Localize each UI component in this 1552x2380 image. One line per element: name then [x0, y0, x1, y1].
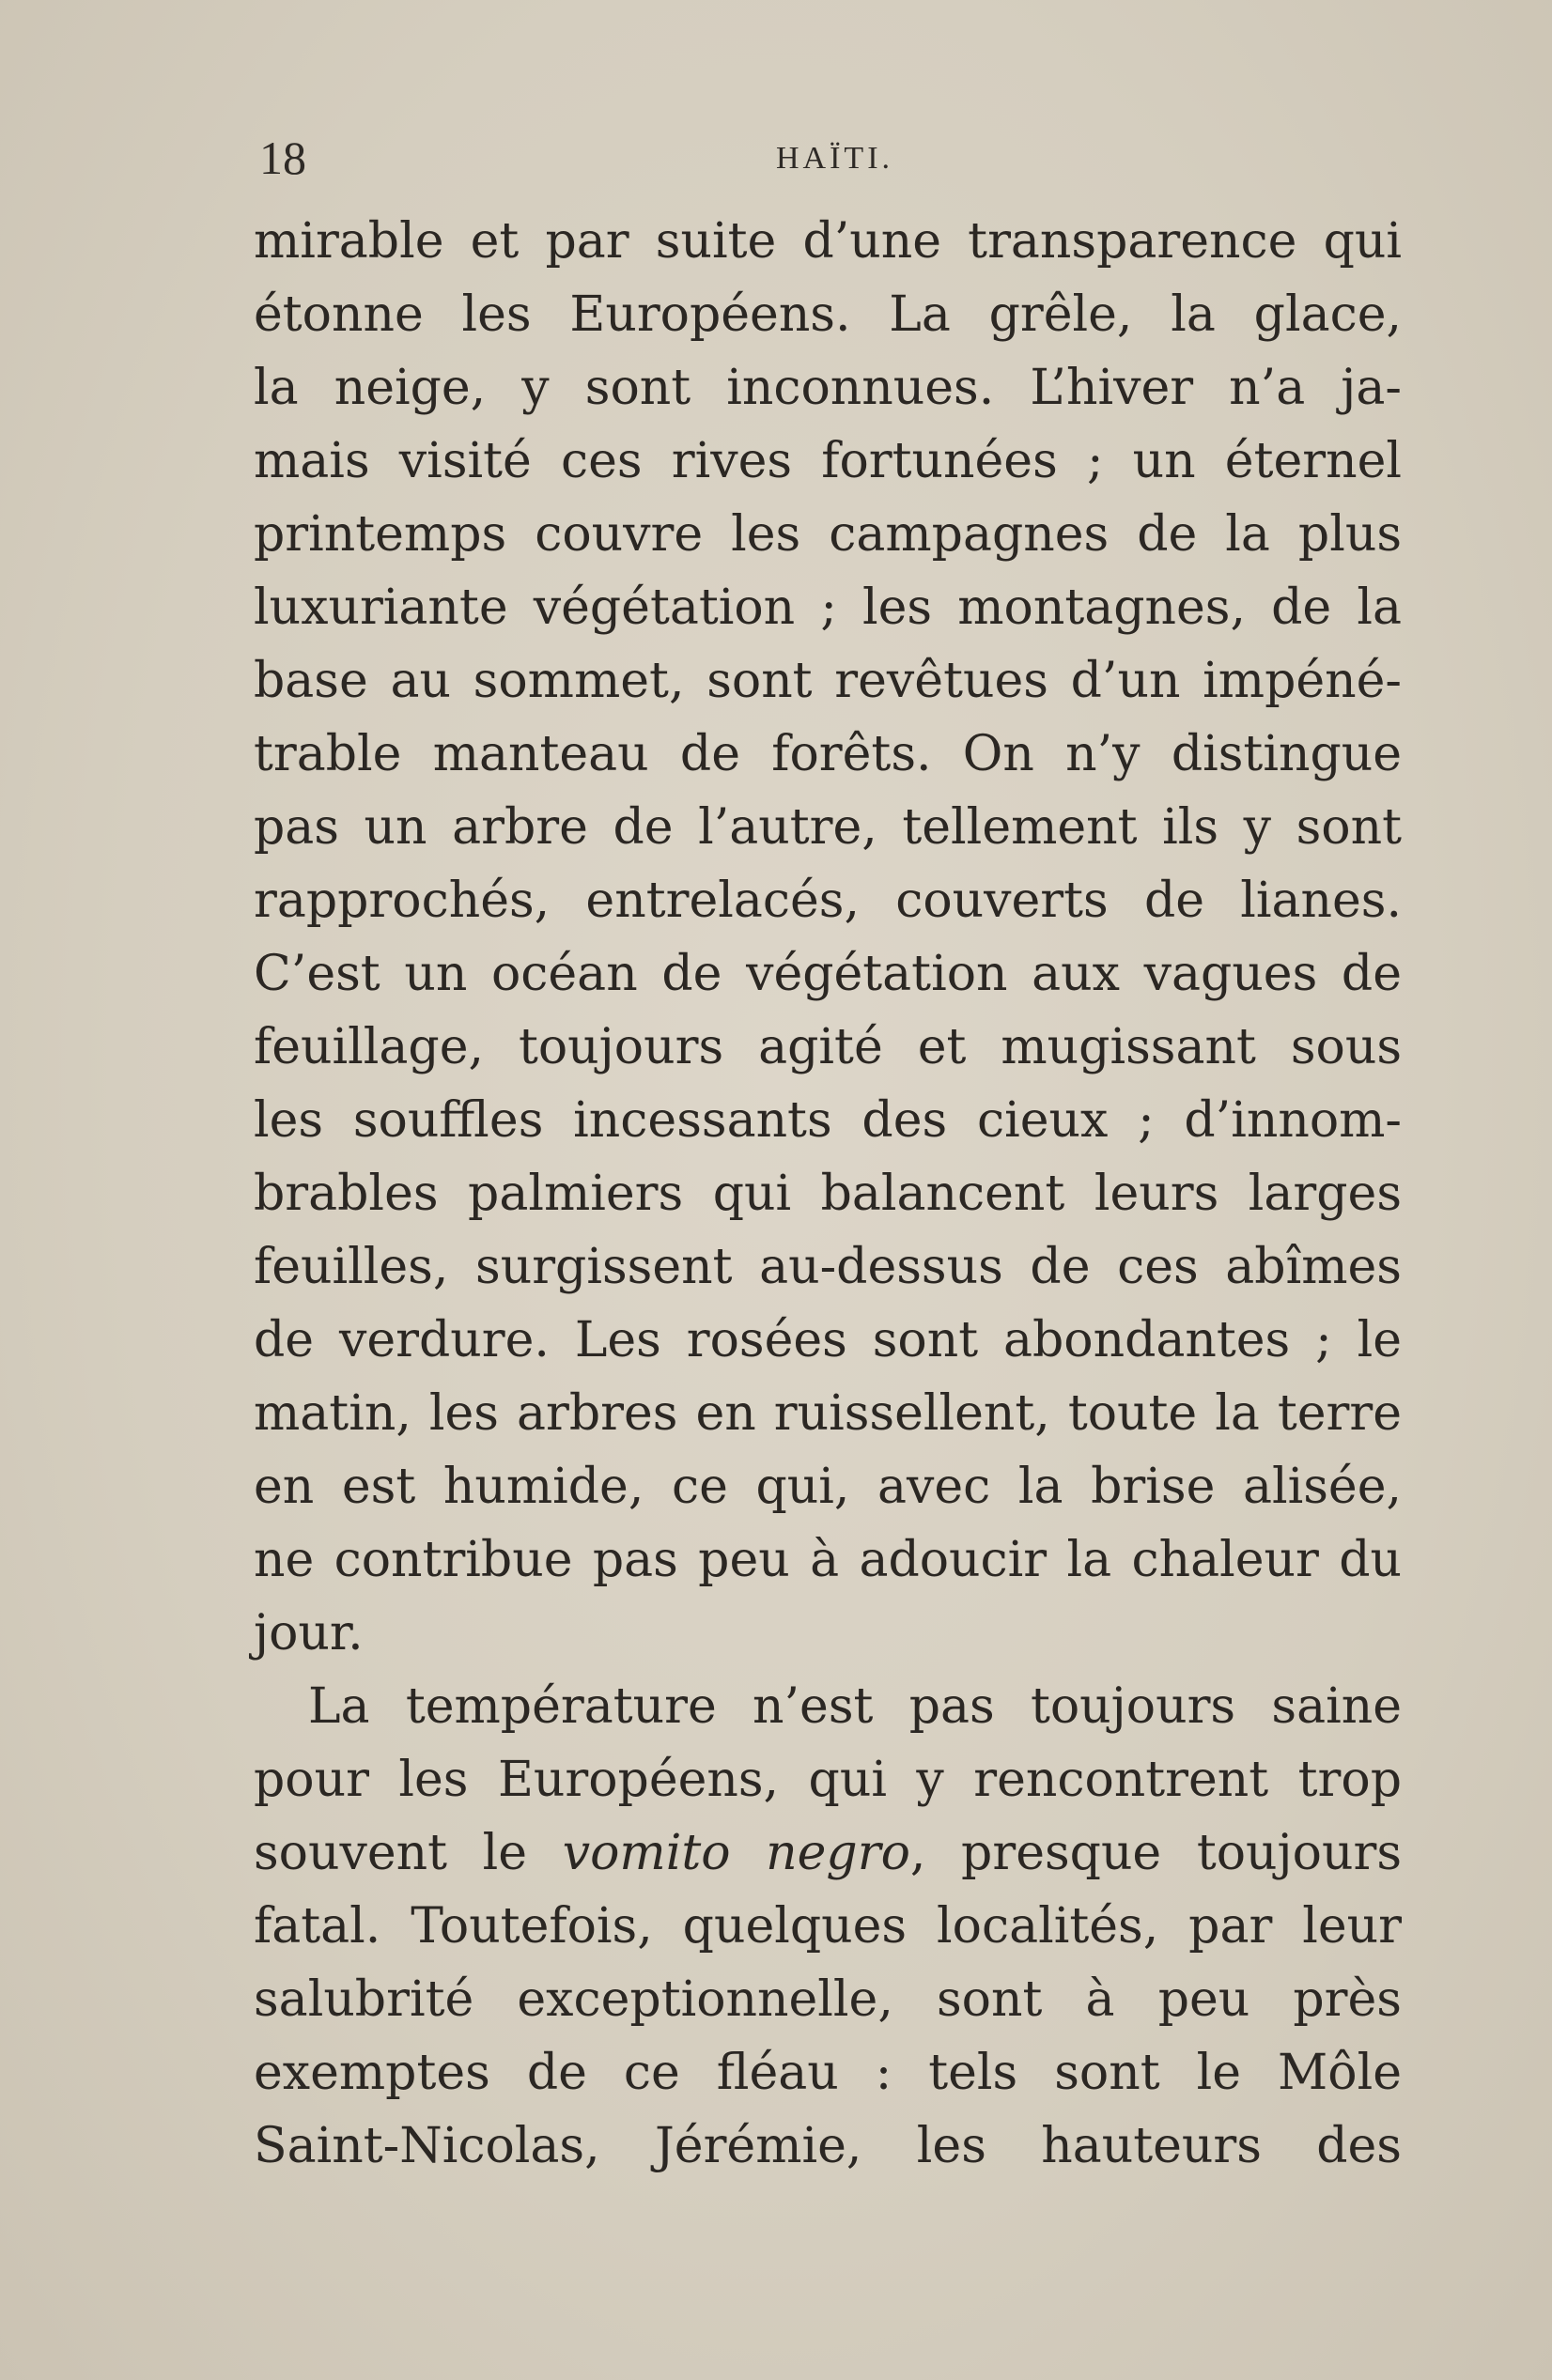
paragraph-2 [254, 1670, 1402, 2183]
text-line: brables palmiers qui balancent leurs larges [254, 1166, 1402, 1222]
text-line-with-italic [254, 1816, 1402, 1890]
text-line: jour. [254, 1605, 364, 1661]
text-line: Saint-Nicolas, Jérémie, les hauteurs des [254, 2118, 1402, 2174]
text-line: La température n’est pas toujours saine [308, 1678, 1402, 1735]
text-line: ne contribue pas peu à adoucir la chaleur du [254, 1532, 1402, 1588]
italic-term: vomito negro [562, 1825, 910, 1881]
text-line: C’est un océan de végétation aux vagues de [254, 946, 1402, 1002]
text-line: mais visité ces rives fortunées ; un éternel [254, 433, 1402, 489]
text-line: feuillage, toujours agité et mugissant sous [254, 1019, 1402, 1075]
text-line: mirable et par suite d’une transparence qui [254, 213, 1402, 270]
text-line: la neige, y sont inconnues. L’hiver n’a ja- [254, 360, 1402, 416]
text-line: les souffles incessants des cieux ; d’innom- [254, 1092, 1402, 1149]
body-text [254, 205, 1402, 2183]
text-line: exemptes de ce fléau : tels sont le Môle [254, 2045, 1402, 2101]
text-line: fatal. Toutefois, quelques localités, par leur [254, 1898, 1402, 1955]
text-line: pour les Européens, qui y rencontrent trop [254, 1752, 1402, 1808]
text-line: feuilles, surgissent au-dessus de ces abîmes [254, 1239, 1402, 1295]
paragraph-1 [254, 205, 1402, 1670]
text-line: étonne les Européens. La grêle, la glace, [254, 286, 1402, 343]
text-line: luxuriante végétation ; les montagnes, de la [254, 580, 1402, 636]
text-line: base au sommet, sont revêtues d’un impéné- [254, 653, 1402, 709]
text-line: matin, les arbres en ruissellent, toute la terre [254, 1385, 1402, 1442]
text-line: salubrité exceptionnelle, sont à peu près [254, 1971, 1402, 2028]
text-line: de verdure. Les rosées sont abondantes ; le [254, 1312, 1402, 1368]
text-segment: , presque toujours [909, 1825, 1403, 1881]
page-header [259, 130, 1400, 186]
text-line: trable manteau de forêts. On n’y distingue [254, 726, 1402, 782]
text-line: rapprochés, entrelacés, couverts de lianes. [254, 873, 1402, 929]
running-head: HAÏTI. [776, 141, 894, 176]
page-number: 18 [259, 131, 306, 184]
text-line: pas un arbre de l’autre, tellement ils y sont [254, 799, 1402, 856]
text-segment: souvent le [254, 1825, 563, 1881]
text-line: printemps couvre les campagnes de la plus [254, 506, 1402, 563]
text-line: en est humide, ce qui, avec la brise alisée, [254, 1459, 1402, 1515]
